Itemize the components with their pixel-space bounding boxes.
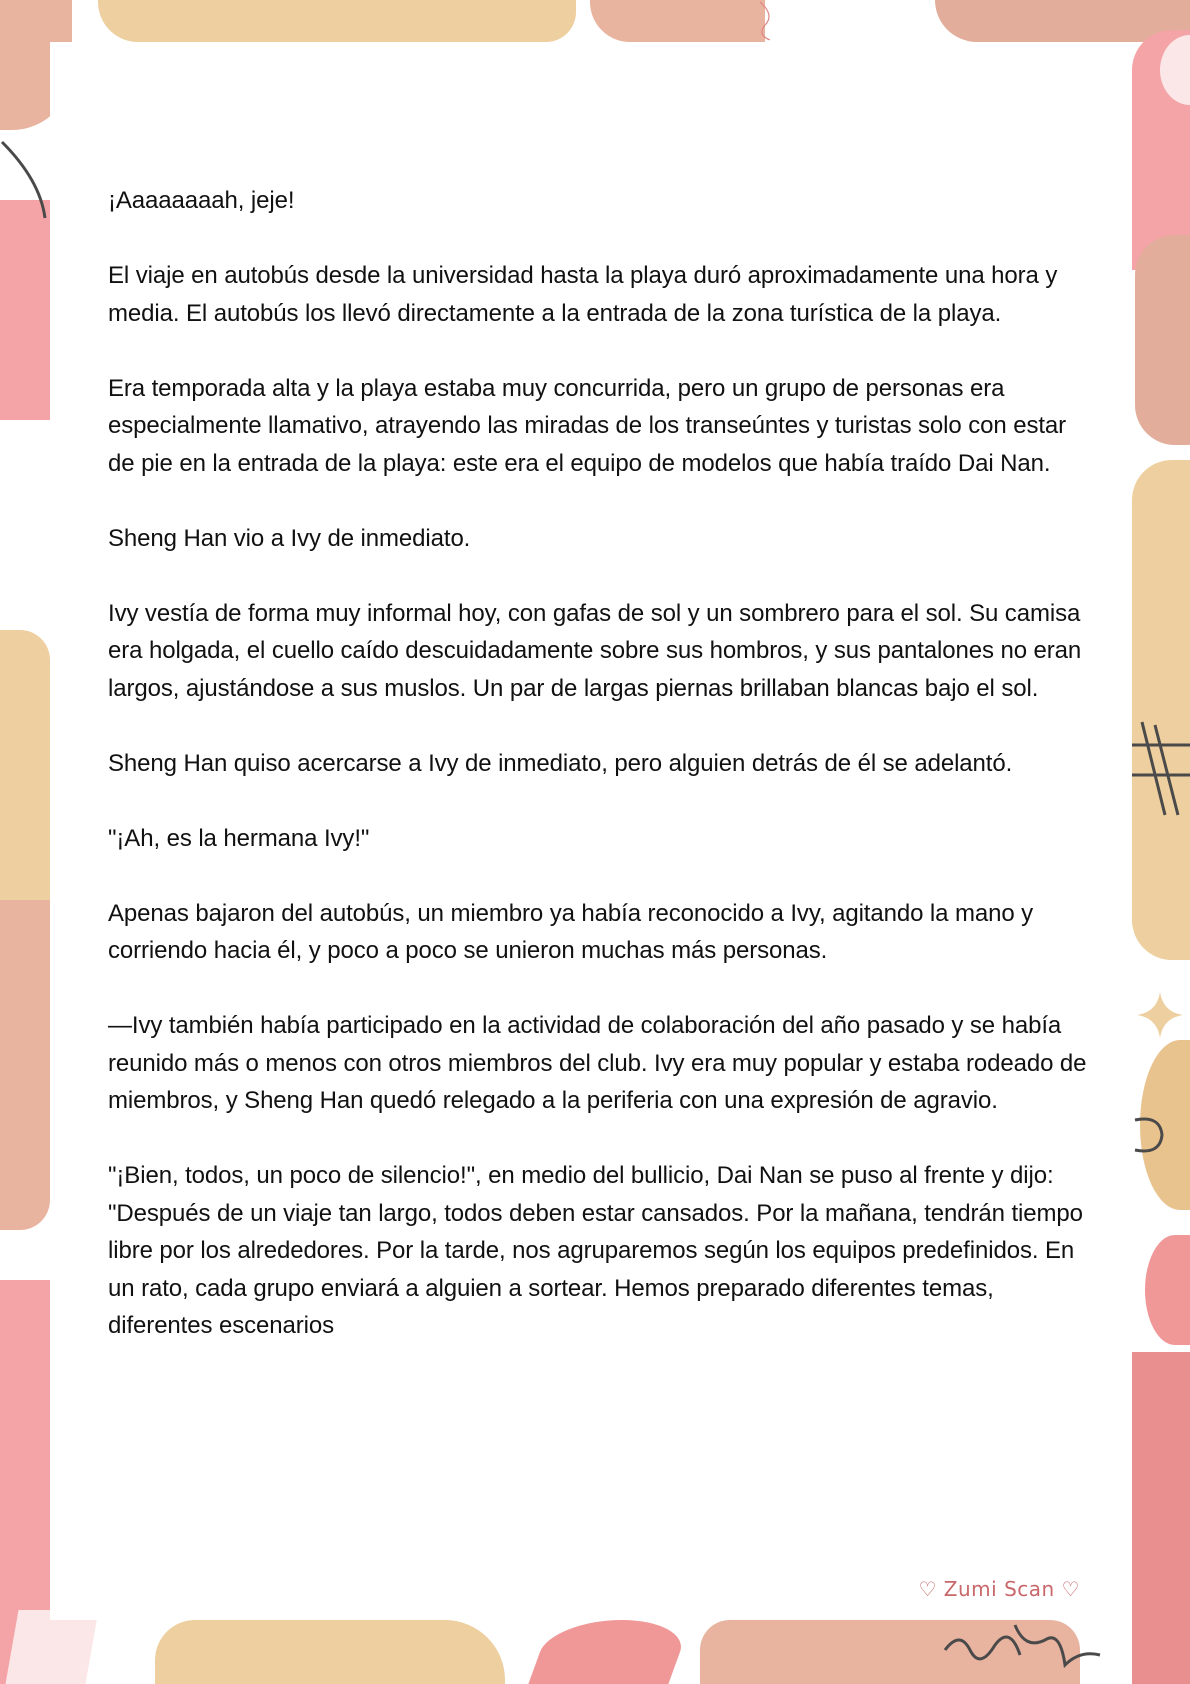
paragraph: "¡Ah, es la hermana Ivy!"	[108, 824, 370, 852]
paragraph: Ivy vestía de forma muy informal hoy, con gafas de sol y un sombrero para el sol. Su camisa era holgada, el cuello caído descuidadamente sobre sus hombros, y sus pantalones no eran largos, ajustándose a sus muslos. Un par de largas piernas brillaban blancas bajo el sol.	[108, 599, 1082, 702]
top-squiggle-icon	[755, 0, 785, 42]
hash-mark-icon	[1130, 720, 1190, 830]
paragraph: —Ivy también había participado en la actividad de colaboración del año pasado y se había reunido más o menos con otros miembros del club. Ivy era muy popular y estaba rodeado de miembros, y Sheng Han quedó relegado a la periferia con una expresión de agravio.	[108, 1012, 1087, 1114]
paragraph: ¡Aaaaaaaah, jeje!	[108, 187, 295, 214]
paragraph: Apenas bajaron del autobús, un miembro ya había reconocido a Ivy, agitando la mano y corriendo hacia él, y poco a poco se unieron muchas más personas.	[108, 899, 1034, 964]
paragraph: "¡Bien, todos, un poco de silencio!", en medio del bullicio, Dai Nan se puso al frente y dijo: "Después de un viaje tan largo, todos deben estar cansados. Por la mañana, tendrán tiempo libre por los alrededores. Por la tarde, nos agruparemos según los equipos predefinidos. En un rato, cada grupo enviará a alguien a sortear. Hemos preparado diferentes temas, diferentes escenarios	[108, 1162, 1083, 1339]
scanlator-credit: ♡ Zumi Scan ♡	[918, 1577, 1080, 1601]
right-sand-shape	[1132, 460, 1190, 960]
right-rose-block	[1132, 1352, 1190, 1684]
paragraph: El viaje en autobús desde la universidad hasta la playa duró aproximadamente una hora y media. El autobús los llevó directamente a la entrada de la zona turística de la playa.	[108, 262, 1058, 327]
right-rose-circle	[1145, 1235, 1190, 1345]
paragraph: Sheng Han quiso acercarse a Ivy de inmediato, pero alguien detrás de él se adelantó.	[108, 749, 1013, 777]
document-body	[108, 182, 1088, 1382]
right-salmon-circles	[1135, 235, 1190, 445]
open-circle-icon	[1130, 1110, 1170, 1160]
left-pink-shape	[0, 200, 50, 420]
top-salmon-shape	[590, 0, 765, 42]
left-dark-curve-icon	[0, 140, 50, 220]
left-salmon-shape	[0, 900, 50, 1230]
paragraph: Era temporada alta y la playa estaba muy concurrida, pero un grupo de personas era especialmente llamativo, atrayendo las miradas de los transeúntes y turistas solo con estar de pie en la entrada de la playa: este era el equipo de modelos que había traído Dai Nan.	[108, 374, 1067, 477]
sparkle-icon	[1135, 990, 1185, 1040]
paragraph: Sheng Han vio a Ivy de inmediato.	[108, 524, 471, 552]
bottom-squiggle-icon	[940, 1620, 1120, 1680]
bottom-pink-scribble	[528, 1620, 691, 1684]
left-bottom-light-shape	[5, 1610, 98, 1684]
top-sand-shape	[98, 0, 576, 42]
bottom-sand-shape	[155, 1620, 505, 1684]
left-sand-shape	[0, 630, 50, 930]
